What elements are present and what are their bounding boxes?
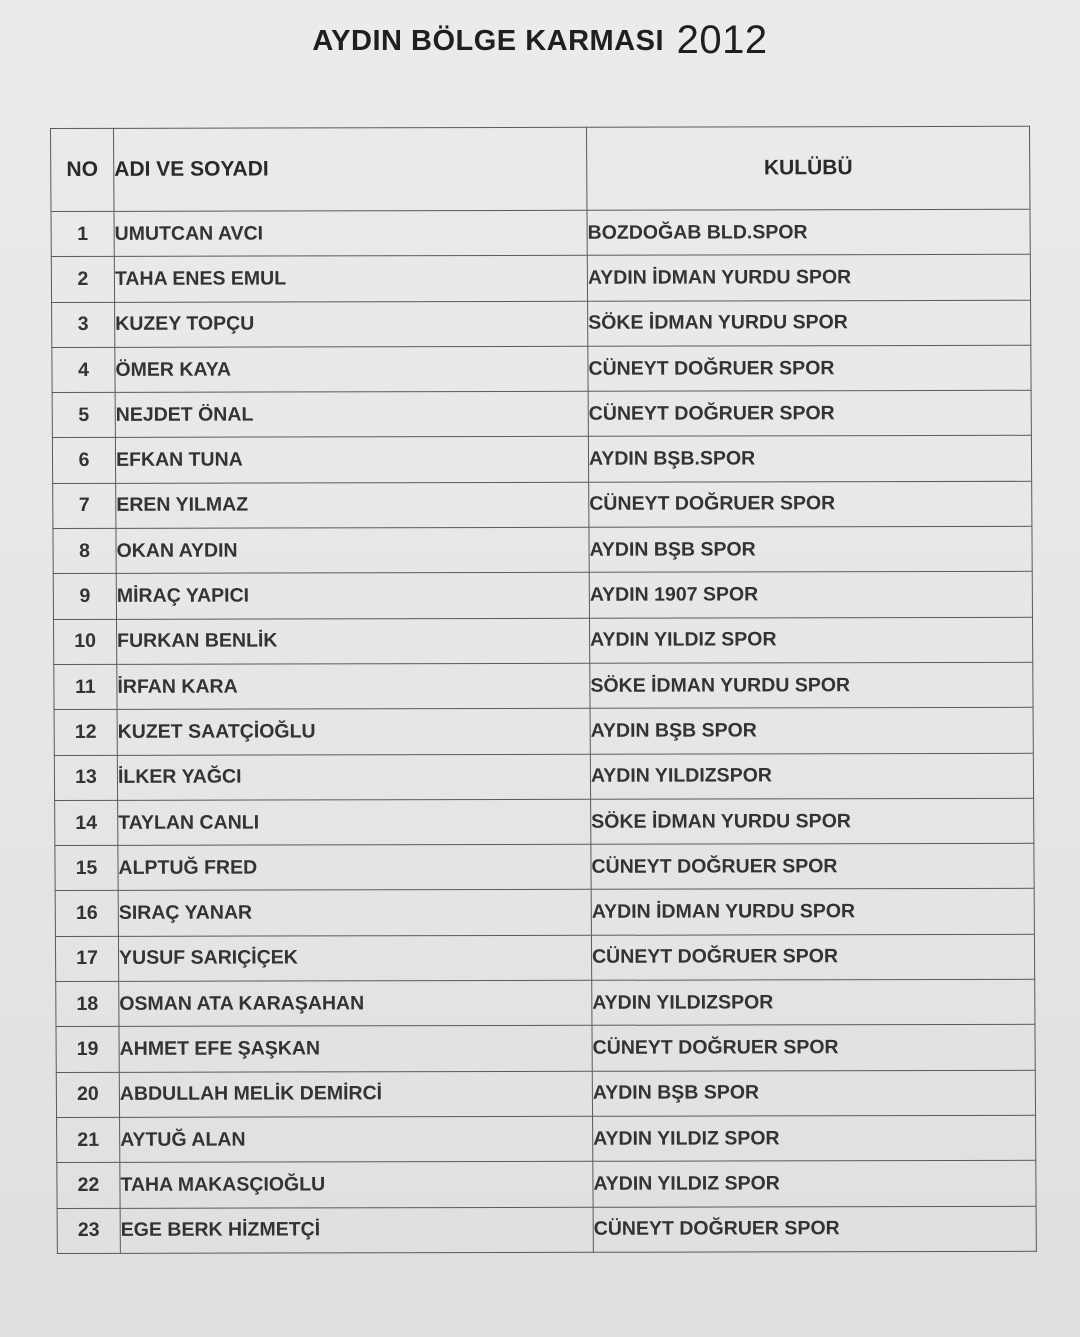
- row-club: AYDIN BŞB SPOR: [592, 1070, 1035, 1116]
- table-row: [54, 617, 1033, 665]
- row-no: 11: [54, 664, 117, 709]
- row-no: 18: [56, 981, 119, 1026]
- row-no: 13: [54, 755, 117, 800]
- table-row: [52, 300, 1031, 348]
- row-club: SÖKE İDMAN YURDU SPOR: [590, 662, 1033, 708]
- row-club: AYDIN 1907 SPOR: [589, 572, 1032, 618]
- row-no: 10: [54, 619, 117, 664]
- row-name: TAHA ENES EMUL: [114, 256, 587, 302]
- header-no: NO: [51, 128, 115, 211]
- table-row: [51, 209, 1030, 257]
- table-row: [55, 934, 1034, 982]
- row-no: 8: [53, 528, 116, 573]
- row-no: 4: [52, 347, 115, 392]
- header-name: ADI VE SOYADI: [114, 127, 587, 211]
- page-title: [0, 18, 1080, 63]
- row-name: OKAN AYDIN: [116, 527, 589, 573]
- row-name: EFKAN TUNA: [115, 437, 588, 483]
- row-name: MİRAÇ YAPICI: [116, 573, 589, 619]
- table-row: [53, 572, 1032, 620]
- table-row: [54, 753, 1033, 801]
- row-name: KUZET SAATÇİOĞLU: [117, 709, 590, 755]
- row-no: 9: [53, 574, 116, 619]
- row-no: 22: [57, 1163, 120, 1208]
- row-club: AYDIN İDMAN YURDU SPOR: [591, 889, 1034, 935]
- title-year: 2012: [676, 18, 768, 62]
- row-club: CÜNEYT DOĞRUER SPOR: [592, 1025, 1035, 1071]
- row-name: AYTUĞ ALAN: [120, 1116, 593, 1162]
- row-name: ALPTUĞ FRED: [118, 844, 591, 890]
- table-row: [56, 1070, 1035, 1118]
- row-no: 5: [52, 393, 115, 438]
- row-no: 23: [57, 1208, 120, 1253]
- row-no: 15: [55, 846, 118, 891]
- row-name: ÖMER KAYA: [115, 346, 588, 392]
- row-club: AYDIN YILDIZSPOR: [590, 753, 1033, 799]
- row-no: 1: [51, 211, 114, 256]
- row-name: EREN YILMAZ: [116, 482, 589, 528]
- row-club: AYDIN YILDIZ SPOR: [593, 1115, 1036, 1161]
- row-no: 7: [53, 483, 116, 528]
- row-name: SIRAÇ YANAR: [118, 890, 591, 936]
- row-no: 6: [52, 438, 115, 483]
- row-name: UMUTCAN AVCI: [114, 210, 587, 256]
- row-club: BOZDOĞAB BLD.SPOR: [587, 209, 1030, 255]
- table-row: [54, 708, 1033, 756]
- row-name: FURKAN BENLİK: [116, 618, 589, 664]
- title-text: AYDIN BÖLGE KARMASI: [312, 25, 665, 57]
- row-club: SÖKE İDMAN YURDU SPOR: [591, 798, 1034, 844]
- row-club: CÜNEYT DOĞRUER SPOR: [593, 1206, 1036, 1252]
- row-club: AYDIN YILDIZSPOR: [592, 979, 1035, 1025]
- row-name: YUSUF SARIÇİÇEK: [118, 935, 591, 981]
- row-club: CÜNEYT DOĞRUER SPOR: [591, 843, 1034, 889]
- row-name: NEJDET ÖNAL: [115, 391, 588, 437]
- row-name: TAYLAN CANLI: [118, 799, 591, 845]
- row-name: EGE BERK HİZMETÇİ: [120, 1207, 593, 1253]
- table-row: [51, 255, 1030, 303]
- table-row: [57, 1161, 1036, 1209]
- row-club: SÖKE İDMAN YURDU SPOR: [588, 300, 1031, 346]
- row-no: 20: [56, 1072, 119, 1117]
- row-name: KUZEY TOPÇU: [115, 301, 588, 347]
- roster-table: [50, 126, 1037, 1254]
- row-name: ABDULLAH MELİK DEMİRCİ: [119, 1071, 592, 1117]
- row-name: İLKER YAĞCI: [117, 754, 590, 800]
- row-no: 17: [55, 936, 118, 981]
- row-no: 21: [57, 1117, 120, 1162]
- table-row: [52, 345, 1031, 393]
- table-row: [53, 481, 1032, 529]
- table-row: [56, 1025, 1035, 1073]
- table-row: [52, 390, 1031, 438]
- table-row: [56, 979, 1035, 1027]
- row-club: AYDIN YILDIZ SPOR: [589, 617, 1032, 663]
- row-club: AYDIN YILDIZ SPOR: [593, 1161, 1036, 1207]
- row-no: 2: [51, 257, 114, 302]
- row-name: AHMET EFE ŞAŞKAN: [119, 1026, 592, 1072]
- row-no: 19: [56, 1027, 119, 1072]
- row-club: CÜNEYT DOĞRUER SPOR: [588, 390, 1031, 436]
- table-row: [55, 798, 1034, 846]
- row-club: AYDIN BŞB.SPOR: [588, 436, 1031, 482]
- row-name: TAHA MAKASÇIOĞLU: [120, 1162, 593, 1208]
- table-header-row: [51, 126, 1030, 211]
- header-club: KULÜBÜ: [586, 126, 1029, 210]
- table-row: [55, 843, 1034, 891]
- table-row: [55, 889, 1034, 937]
- table-row: [57, 1115, 1036, 1163]
- row-no: 3: [52, 302, 115, 347]
- table-row: [52, 436, 1031, 484]
- row-club: CÜNEYT DOĞRUER SPOR: [591, 934, 1034, 980]
- row-club: CÜNEYT DOĞRUER SPOR: [588, 345, 1031, 391]
- row-no: 16: [55, 891, 118, 936]
- row-no: 12: [54, 710, 117, 755]
- row-name: OSMAN ATA KARAŞAHAN: [119, 980, 592, 1026]
- table-row: [53, 526, 1032, 574]
- table-row: [54, 662, 1033, 710]
- row-club: AYDIN BŞB SPOR: [589, 526, 1032, 572]
- row-club: AYDIN İDMAN YURDU SPOR: [587, 255, 1030, 301]
- row-club: CÜNEYT DOĞRUER SPOR: [589, 481, 1032, 527]
- table-row: [57, 1206, 1036, 1254]
- row-club: AYDIN BŞB SPOR: [590, 708, 1033, 754]
- row-no: 14: [55, 800, 118, 845]
- row-name: İRFAN KARA: [117, 663, 590, 709]
